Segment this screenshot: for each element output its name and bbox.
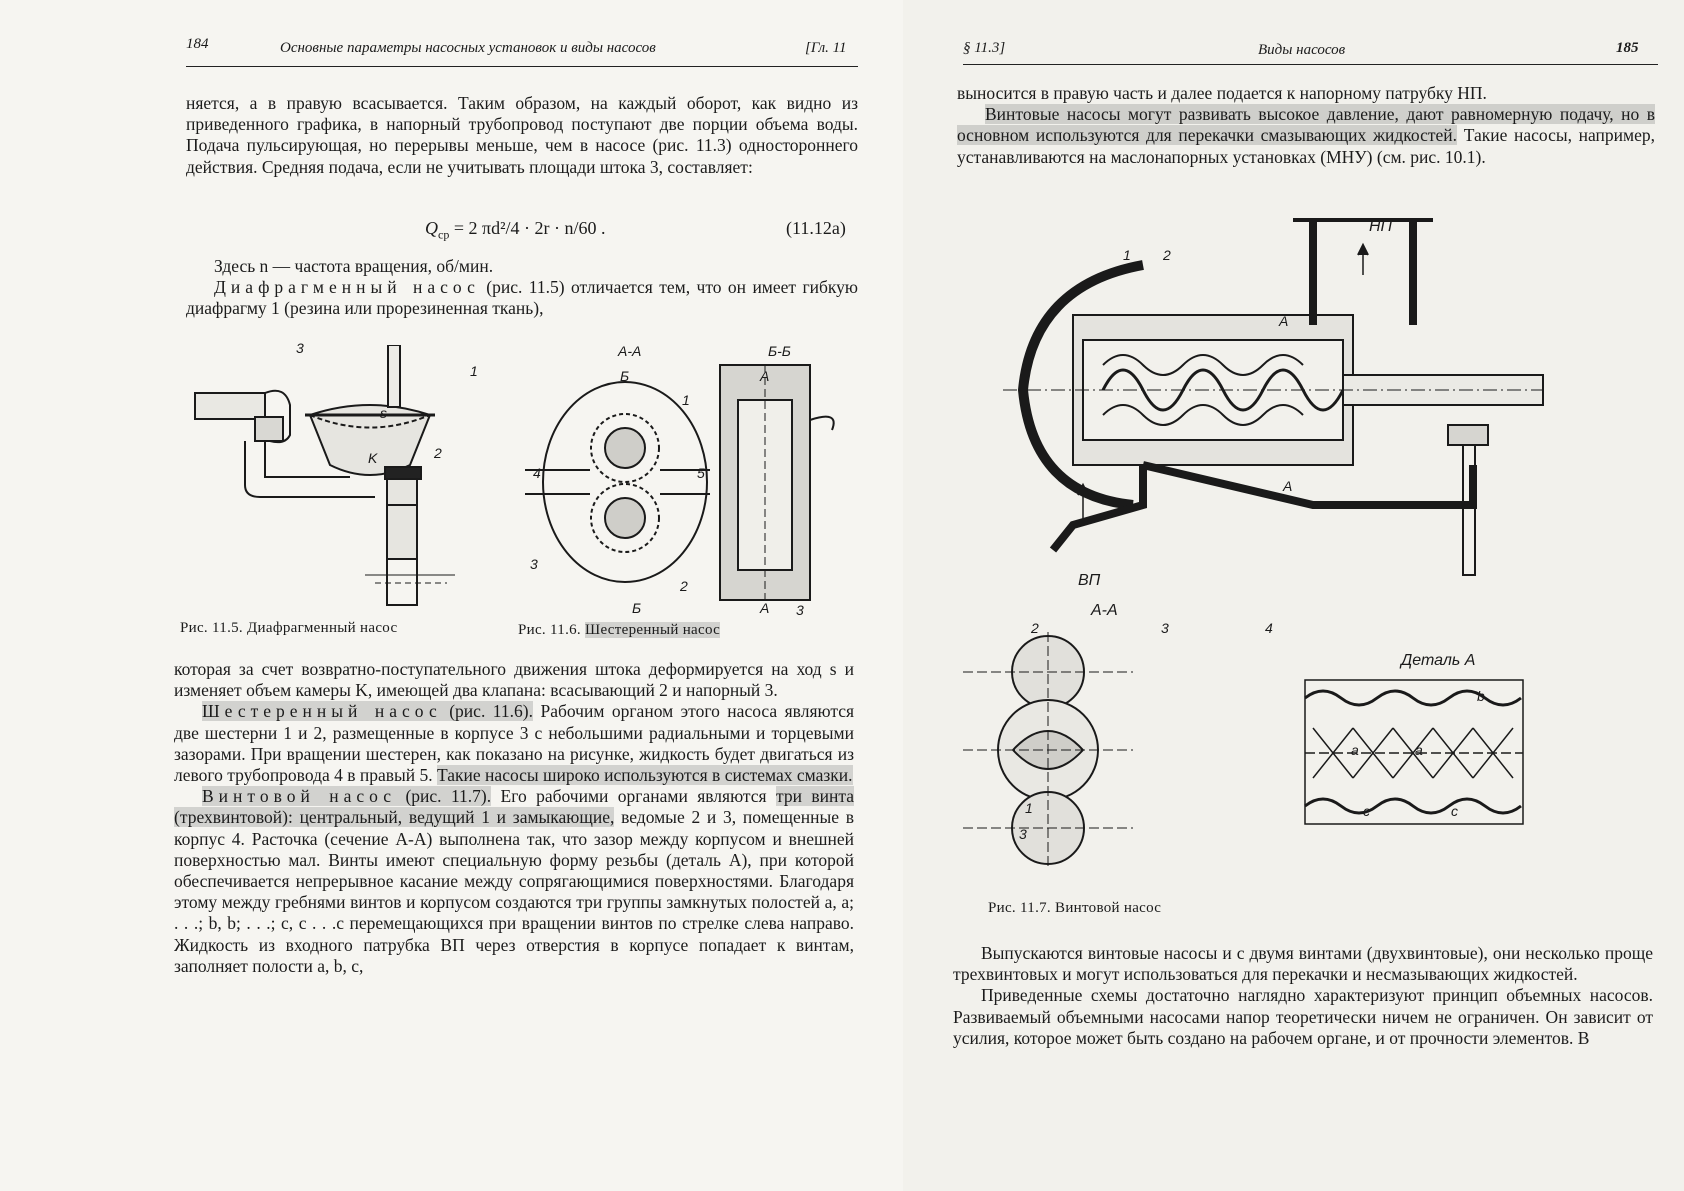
mark-b-bottom: Б (632, 600, 642, 616)
section-aa-label: А-А (1091, 602, 1118, 619)
section-ref: § 11.3] (963, 40, 1006, 56)
fig-label: 1 (1123, 247, 1131, 263)
fig-label: 4 (533, 465, 541, 481)
formula-number: (11.12a) (786, 218, 846, 238)
fig-label: 1 (682, 392, 690, 408)
header-rule-left (186, 66, 858, 67)
paragraph: Шестеренный насос (рис. 11.6). Рабочим органом этого насоса являются две шестерни 1 и 2, размещенные в корпусе 3 с небольшими радиальными и торцевыми зазорами. При вращении шестерен, как показано на рисунке, жидкость будет двигаться из левого трубопровода 4 в правый 5. Такие насосы широко используются в системах смазки. (174, 701, 855, 786)
fig-label: 2 (434, 445, 442, 461)
section-bb-label: Б-Б (768, 343, 791, 359)
paragraph: Здесь n — частота вращения, об/мин. (214, 256, 494, 276)
paragraph: няется, а в правую всасывается. Таким образом, на каждый оборот, как видно из приведенного графика, в напорный трубопровод поступают две порции объема воды. Подача пульсирующая, но перерывы меньше, чем в насосе (рис. 11.3) одностороннего действия. Средняя подача, если не учитывать площади штока 3, составляет: (186, 93, 858, 177)
header-rule-right (963, 64, 1658, 65)
left-text-mid (186, 256, 858, 320)
paragraph: которая за счет возвратно-поступательного движения штока деформируется на ход s и изменяет объем камеры K, имеющей два клапана: всасывающий 2 и напорный 3. (174, 659, 854, 701)
fig-label: 3 (530, 556, 538, 572)
section-aa-label: А-А (618, 343, 642, 359)
fig-label: 1 (470, 363, 478, 379)
detail-a-label: Деталь А (1401, 652, 1476, 669)
fig-label: 2 (1031, 620, 1039, 636)
fig-label: 3 (796, 602, 804, 618)
fig-label: K (368, 450, 378, 466)
fig-label: s (380, 405, 387, 421)
right-page (903, 0, 1684, 1191)
fig-label: 1 (1025, 800, 1033, 816)
paragraph: выносится в правую часть и далее подается к напорному патрубку НП. (957, 83, 1487, 103)
mark-a-bottom: А (760, 600, 770, 616)
fig-label: 3 (296, 340, 304, 356)
detail-label-a: a (1351, 742, 1359, 758)
fig-label: 2 (680, 578, 688, 594)
right-text-bottom (953, 943, 1653, 1049)
running-title-right: Виды насосов (1258, 42, 1346, 58)
right-text-top (957, 83, 1655, 168)
diaphragm-pump-figure (185, 345, 475, 610)
paragraph: Винтовой насос (рис. 11.7). Его рабочими органами являются три винта (трехвинтовой): центральный, ведущий 1 и замыкающие, ведомые 2 и 3, помещенные в корпус 4. Расточка (сечение А-А) выполнена так, что зазор между корпусом и внешней поверхностью мал. Винты имеют специальную форму резьбы (деталь А), при которой обеспечивается непрерывное касание между сопрягающимися поверхностями. Благодаря этому между гребнями винтов и корпусом создаются три группы замкнутых полостей a, a; . . .; b, b; . . .; c, c . . .с перемещающихся при вращении винтов по стрелке слева направо. Жидкость из входного патрубка ВП через отверстия в корпусе попадает к винтам, заполняет полости a, b, c, (174, 786, 854, 976)
detail-label-a: a (1415, 742, 1423, 758)
figure-caption-11-6: Рис. 11.6. Шестеренный насос (518, 622, 721, 638)
left-text-top (186, 93, 858, 178)
screw-pump-figure (993, 205, 1553, 605)
paragraph: Винтовые насосы могут развивать высокое давление, дают равномерную подачу, но в основном используются для перекачки смазывающих жидкостей. Такие насосы, например, устанавливаются на маслонапорных установках (МНУ) (см. рис. 10.1). (957, 104, 1655, 167)
formula-11-12a: $Q_{ср} = 2$ πd²/4 · 2r · n/60 . (425, 218, 606, 242)
paragraph: Приведенные схемы достаточно наглядно характеризуют принцип объемных насосов. Развиваемый объемными насосами напор теоретически ничем не ограничен. Он зависит от усилия, которое может быть создано на рабочем органе, и от прочности элементов. В (953, 985, 1653, 1048)
term: Диафрагменный насос (214, 277, 480, 298)
vp-label: ВП (1078, 572, 1101, 589)
page-number-right: 185 (1616, 40, 1639, 56)
gear-pump-figure (520, 360, 860, 610)
a-label-top: А (1279, 313, 1289, 329)
fig-label: 3 (1161, 620, 1169, 636)
fig-label: 5 (697, 465, 705, 481)
figure-caption-11-5: Рис. 11.5. Диафрагменный насос (180, 620, 398, 636)
detail-label-c: c (1363, 803, 1370, 819)
section-aa-figure (953, 632, 1153, 872)
chapter-ref: [Гл. 11 (805, 40, 847, 56)
mark-b-top: Б (620, 368, 630, 384)
mark-a-top: А (760, 368, 770, 384)
fig-label: 4 (1265, 620, 1273, 636)
paragraph: Выпускаются винтовые насосы и с двумя винтами (двухвинтовые), они несколько проще трехвинтовых и могут использоваться для перекачки и несмазывающих жидкостей. (953, 943, 1653, 985)
detail-label-b: b (1477, 688, 1485, 704)
term: Шестеренный насос (202, 701, 442, 722)
a-label-bottom: А (1283, 478, 1293, 494)
page-number-left: 184 (186, 36, 209, 52)
paragraph: Диафрагменный насос (рис. 11.5) отличается тем, что он имеет гибкую диафрагму 1 (резина или прорезиненная ткань), (186, 277, 859, 319)
np-label: НП (1369, 218, 1393, 235)
term: Винтовой насос (202, 786, 397, 807)
running-title-left: Основные параметры насосных установок и виды насосов (280, 40, 656, 56)
fig-label: 2 (1163, 247, 1171, 263)
figure-caption-11-7: Рис. 11.7. Винтовой насос (988, 900, 1162, 916)
left-text-bottom (174, 659, 854, 977)
detail-label-c: c (1451, 803, 1458, 819)
fig-label: 3 (1019, 826, 1027, 842)
